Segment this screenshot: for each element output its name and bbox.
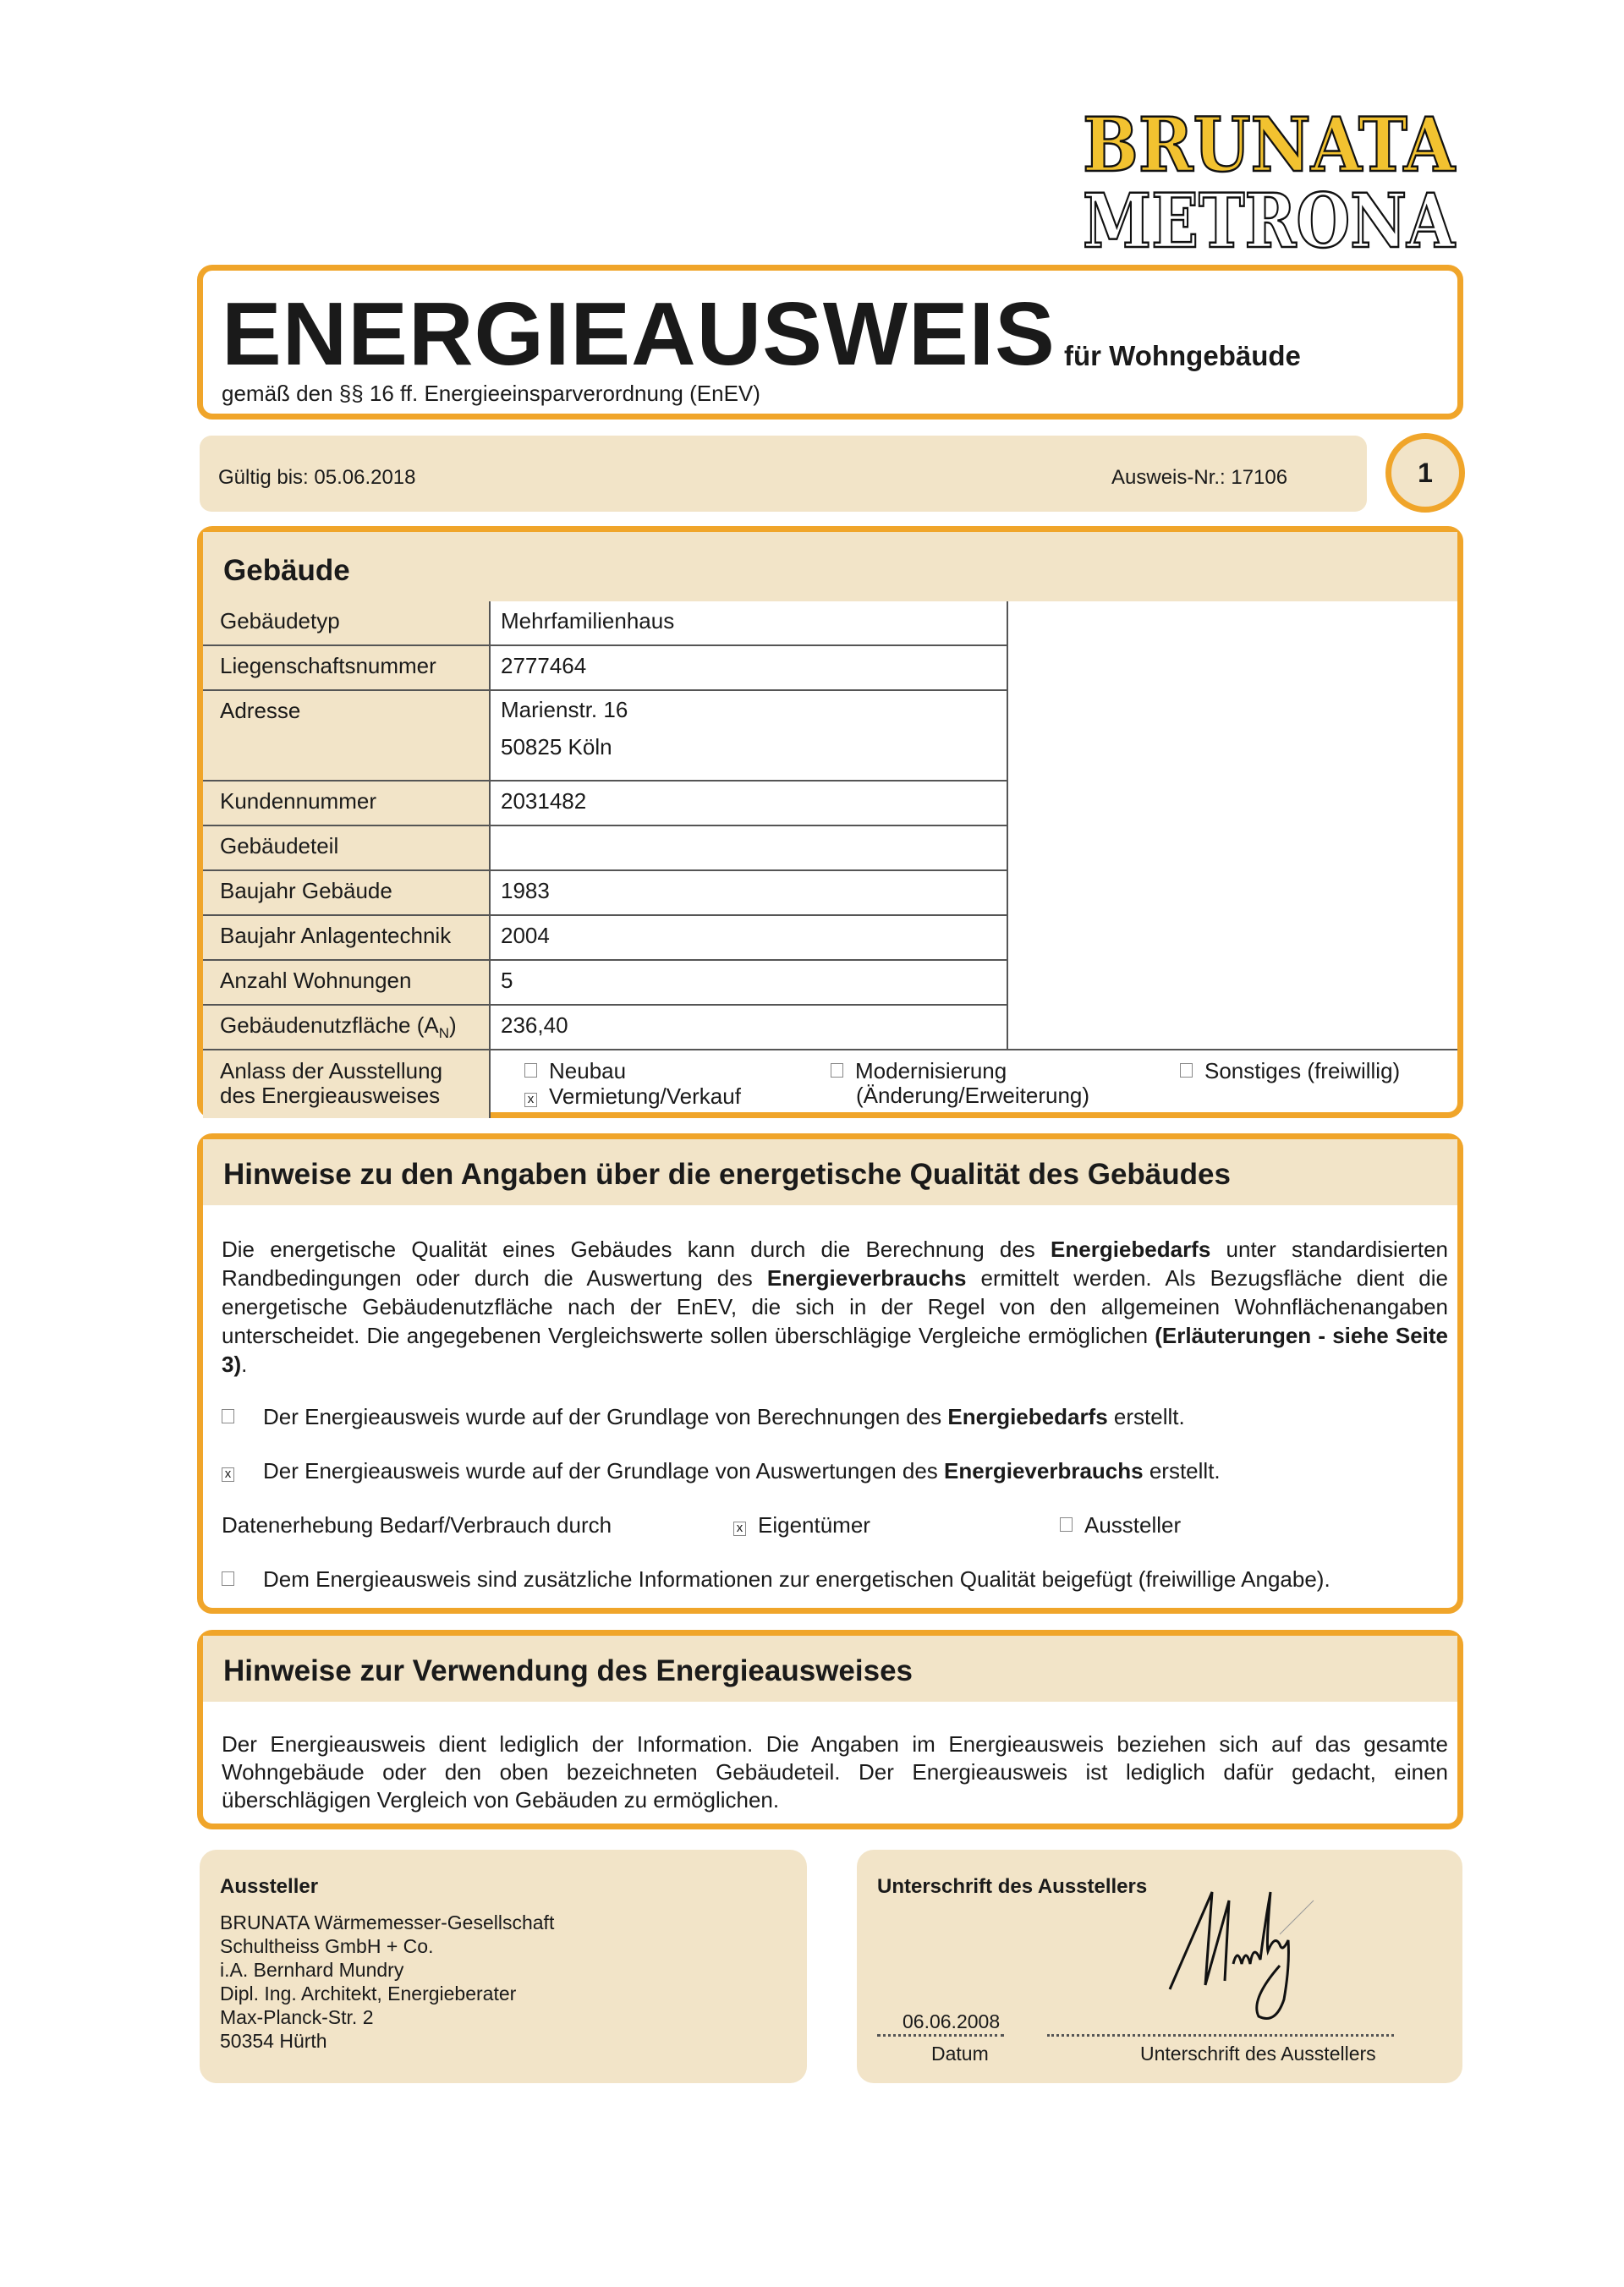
option-neubau[interactable] (524, 1059, 626, 1083)
row-label: Baujahr Anlagentechnik (203, 916, 491, 961)
row-label: Liegenschaftsnummer (203, 646, 491, 691)
section-heading: Hinweise zur Verwendung des Energieausweises (203, 1636, 1457, 1702)
row-label (203, 1050, 491, 1118)
option-label: Modernisierung (855, 1058, 1007, 1083)
ausweis-number: Ausweis-Nr.: 17106 (1111, 466, 1288, 489)
verwendung-section (197, 1630, 1463, 1829)
row-label: Adresse (203, 691, 491, 782)
svg-text:BRUNATA: BRUNATA (1083, 101, 1457, 189)
row-value (491, 691, 1008, 782)
table-row (203, 782, 1008, 826)
section-heading: Gebäude (203, 532, 1457, 601)
anlass-row (203, 1049, 1457, 1118)
address-line: Max-Planck-Str. 2 (220, 2006, 374, 2028)
table-row (203, 601, 1008, 646)
check-energiebedarf[interactable]: Der Energieausweis wurde auf der Grundlage von Berechnungen des Energiebedarfs erstellt. (222, 1404, 1185, 1430)
checkbox[interactable]: x (222, 1467, 234, 1482)
row-label: Gebäudeteil (203, 826, 491, 871)
address-line: BRUNATA Wärmemesser-Gesellschaft (220, 1911, 555, 1933)
label-line: Anlass der Ausstellung (220, 1058, 443, 1083)
row-value: Mehrfamilienhaus (491, 601, 1008, 646)
hinweise-section (197, 1133, 1463, 1614)
document-subtitle: für Wohngebäude (1064, 340, 1301, 371)
label-text: Gebäudenutzfläche (A (220, 1012, 439, 1038)
signature-line (1047, 2034, 1394, 2037)
option-vermietung[interactable] (524, 1084, 741, 1109)
checkbox[interactable]: x (524, 1093, 537, 1107)
row-label: Anzahl Wohnungen (203, 961, 491, 1006)
row-label: Kundennummer (203, 782, 491, 826)
check-energieverbrauch[interactable]: x Der Energieausweis wurde auf der Grundlage von Auswertungen des Energieverbrauchs erstellt. (222, 1458, 1221, 1484)
check-zusatzinfo[interactable]: Dem Energieausweis sind zusätzliche Informationen zur energetischen Qualität beigefügt (freiwillige Angabe). (222, 1566, 1330, 1593)
legal-basis: gemäß den §§ 16 ff. Energieeinsparverordnung (EnEV) (222, 381, 760, 406)
aussteller-heading: Aussteller (220, 1875, 319, 1898)
address-line: i.A. Bernhard Mundry (220, 1959, 404, 1981)
checkbox[interactable] (1060, 1517, 1073, 1532)
datenerhebung-label: Datenerhebung Bedarf/Verbrauch durch (222, 1512, 612, 1538)
option-label: Sonstiges (freiwillig) (1204, 1058, 1401, 1083)
checkbox[interactable] (222, 1571, 234, 1586)
signature-heading: Unterschrift des Ausstellers (877, 1875, 1148, 1898)
option-eigentuemer[interactable]: x Eigentümer (733, 1512, 870, 1538)
gebaeude-section (197, 526, 1463, 1118)
table-row (203, 916, 1008, 961)
handwritten-signature (1153, 1884, 1322, 2036)
svg-text:METRONA: METRONA (1083, 177, 1457, 265)
label-end: ) (449, 1012, 457, 1038)
document-title: ENERGIEAUSWEIS (222, 284, 1056, 384)
option-label: Vermietung/Verkauf (549, 1083, 741, 1109)
signature-label: Unterschrift des Ausstellers (1140, 2043, 1376, 2065)
label-line: des Energieausweises (220, 1083, 441, 1108)
row-label (203, 1006, 491, 1050)
date-line (877, 2034, 1004, 2037)
checkbox[interactable] (1180, 1063, 1193, 1078)
table-row (203, 646, 1008, 691)
row-value: 2031482 (491, 782, 1008, 826)
address-city: 50825 Köln (501, 734, 612, 760)
row-label: Gebäudetyp (203, 601, 491, 646)
option-aussteller[interactable]: Aussteller (1060, 1512, 1181, 1538)
brunata-metrona-logo (1078, 101, 1459, 265)
option-modernisierung[interactable] (831, 1059, 1089, 1108)
section-heading: Hinweise zu den Angaben über die energetische Qualität des Gebäudes (203, 1139, 1457, 1205)
option-label-2: (Änderung/Erweiterung) (856, 1083, 1090, 1108)
table-row (203, 826, 1008, 871)
address-line: 50354 Hürth (220, 2030, 327, 2052)
aussteller-box (200, 1850, 807, 2083)
checkbox[interactable] (831, 1063, 843, 1078)
page-number-badge: 1 (1385, 433, 1465, 513)
option-sonstiges[interactable] (1180, 1059, 1400, 1083)
row-value: 2777464 (491, 646, 1008, 691)
address-line: Schultheiss GmbH + Co. (220, 1935, 434, 1957)
label-subscript: N (438, 1025, 450, 1042)
signature-date: 06.06.2008 (903, 2010, 1001, 2032)
table-row (203, 961, 1008, 1006)
title-box (197, 265, 1463, 420)
checkbox[interactable]: x (733, 1522, 746, 1536)
signature-box (857, 1850, 1462, 2083)
table-row (203, 871, 1008, 916)
address-street: Marienstr. 16 (501, 697, 628, 722)
aussteller-address (220, 1911, 554, 2053)
table-row (203, 1006, 1008, 1050)
checkbox[interactable] (524, 1063, 537, 1078)
checkbox[interactable] (222, 1409, 234, 1423)
row-value: 5 (491, 961, 1008, 1006)
row-value: 2004 (491, 916, 1008, 961)
verwendung-paragraph: Der Energieausweis dient lediglich der Information. Die Angaben im Energieausweis beziehen sich auf das gesamte Wohngebäude oder den oben bezeichneten Gebäudeteil. Der Energieausweis ist lediglich dafür gedacht, einen überschlägigen Vergleich von Gebäuden zu ermöglichen. (222, 1731, 1448, 1813)
date-label: Datum (931, 2043, 989, 2065)
validity-bar (200, 436, 1367, 512)
row-value: 236,40 (491, 1006, 1008, 1050)
row-value (491, 826, 1008, 871)
row-label: Baujahr Gebäude (203, 871, 491, 916)
option-label: Neubau (549, 1058, 627, 1083)
valid-until: Gültig bis: 05.06.2018 (218, 466, 416, 489)
table-row (203, 691, 1008, 782)
row-value: 1983 (491, 871, 1008, 916)
address-line: Dipl. Ing. Architekt, Energieberater (220, 1983, 517, 2005)
hinweise-paragraph: Die energetische Qualität eines Gebäudes kann durch die Berechnung des Energiebedarfs unter standardisierten Randbedingungen oder durch die Auswertung des Energieverbrauchs ermittelt werden. Als Bezugsfläche dient die energetische Gebäudenutzfläche nach der EnEV, die sich in der Regel von den allgemeinen Wohnflächenangaben unterscheidet. Die angegebenen Vergleichswerte sollen überschlägige Vergleiche ermöglichen (Erläuterungen - siehe Seite 3). (222, 1237, 1449, 1377)
